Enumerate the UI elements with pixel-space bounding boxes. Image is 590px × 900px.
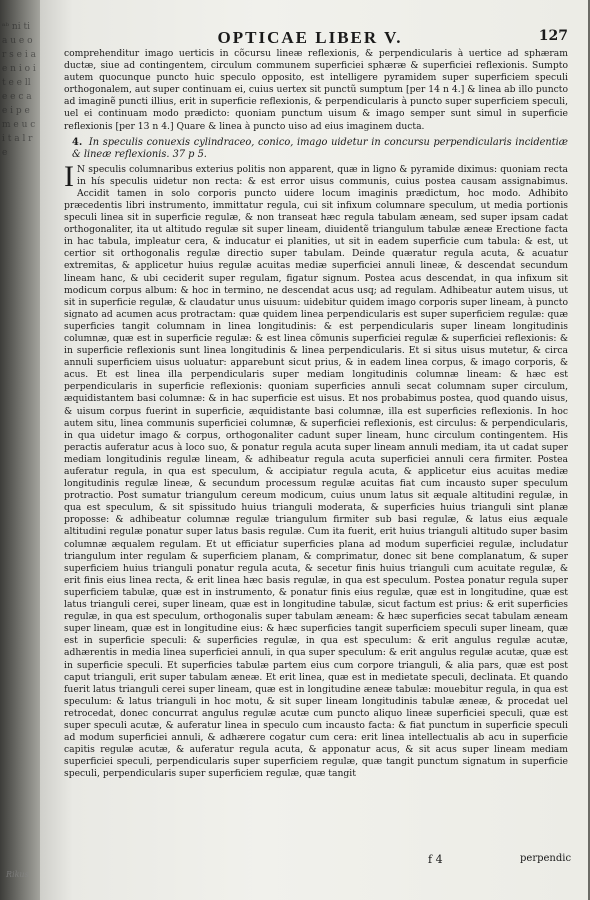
main-paragraph-text: N speculis columnaribus exterius politis non apparent, quæ in ligno & pyramide diximus: quoniam recta in hís speculis uidetur non recta: & est error uisus communis, cuius postea causam assignabimus. Accidit tamen in solo corporis puncto uidere locum imaginis prædictum, hoc modo. Adhibito præcedentis libri instrumento, immittatur regula, cui sit infixum columnare speculum, ut media portionis speculi linea sit in superficie regulæ, & non transeat hæc regula tabulam æneam, sed super ipsam cadat orthogonaliter, ita ut altitudo regulæ sit super lineam, diuidentẽ triangulum tabulæ æneæ Erectione facta in hac tabula, impleatur cera, & inducatur ei planities, ut sit in eadem superficie cum tabula: & est, ut certior sit orthogonalis regulæ directio super tabulam. Deinde quæratur regula acuta, & acuatur extremitas, & applicetur huius regulæ acuitas mediæ superficiei annuli lineæ, & descendat secundum lineam hanc, & ubi ceciderit super regulam, figatur signum. Postea acus descendat, in qua infixum sit modicum corpus album: & hoc in termino, ne descendat acus usq; ad regulam. Adhibeatur autem uisus, ut sit in superficie regulæ, & claudatur unus uisuum: uidebitur quidem imago corporis super lineam, à puncto signato ad acumen acus protractam: quæ quidem linea perpendicularis est super superficiem regulæ: quæ superficies tangit columnam in linea longitudinis: & est perpendicularis super lineam longitudinis columnæ, quæ est in superficie regulæ: & est linea cõmunis superficiei regulæ & superficiei reflexionis: & in superficie reflexionis sunt linea longitudinis & linea perpendicularis. Et si situs uisus mutetur, & circa annuli superficiem uisus uoluatur: apparebunt sicut prius, & in eadem linea corpus, & imago corporis, & acus. Et est linea illa perpendicularis super mediam longitudinis columnæ lineam: & hæc est perpendicularis in superficie reflexionis: quoniam superficies annuli secat columnam super circulum, æquidistantem basi columnæ: & in hac superficie est uisus. Et nos probabimus postea, quod quando uisus, & uisum corpus fuerint in superficie, æquidistante basi columnæ, illa est superficies reflexionis. In hoc autem situ, linea communis superficiei columnæ, & superficiei reflexionis, est circulus: & perpendicularis, in qua uidetur imago & corpus, orthogonaliter cadunt super lineam, hunc circulum contingentem. His peractis auferatur acus à loco suo, & ponatur regula acuta super lineam annuli mediam, ita ut cadat super mediam longitudinis regulæ lineam, & adhibeatur regula acuta superficiei annuli cera firmiter. Postea auferatur regula, in qua est speculum, & accipiatur regula acuta, & applicetur eius acuitas mediæ longitudinis regulæ lineæ, & secundum processum regulæ acuitas fiat cum incausto super speculum protractio. Post sumatur triangulum cereum modicum, cuius unum latus sit æquale altitudini regulæ, in qua est speculum, & sit spissitudo huius trianguli moderata, & superficies huius trianguli sint planæ proposse: & adhibeatur columnæ regulæ triangulum firmiter sub basi regulæ, & latus eius æquale altitudini regulæ ponatur super latus basis regulæ. Cum ita fuerit, erit huius trianguli altitudo super basim columnæ æqualem regulam. Et ut efficiatur superficies plana ad modum superficiei regulæ, includatur triangulum inter regulam & superficiem planam, & comprimatur, donec sit bene complanatum, & super superficiem huius trianguli ponatur regula acuta, & secetur finis huius trianguli cum acuitate regulæ, & erit finis eius linea recta, & erit linea hæc basis regulæ, in qua est speculum. Postea ponatur regula super superficiem tabulæ, quæ est in instrumento, & ponatur finis eius regulæ, quæ est in longitudine, quæ est latus trianguli cerei, super lineam, quæ est in longitudine tabulæ, sicut factum est prius: & erit superficies regulæ, in qua est speculum, orthogonalis super tabulam æneam: & hæc superficies secat tabulam æneam super lineam, quæ est in longitudine eius: & hæc superficies tangit superficiem speculi super lineam, quæ est in superficie speculi: & superficies regulæ, in qua est speculum: & erit angulus regulæ acutæ, adhærentis in media linea superficiei annuli, in qua super speculum: & erit angulus regulæ acutæ, quæ est in superficie speculi. Et superficies tabulæ partem eius cum corpore trianguli, & alia pars, quæ est post caput trianguli, erit super tabulam æneæ. Et erit linea, quæ est in medietate speculi, declinata. Et quando fuerit latus trianguli cerei super lineam, quæ est in longitudine æneæ tabulæ: mouebitur regula, in qua est speculum: & latus trianguli in hoc motu, & sit super lineam longitudinis tabulæ æneæ, & procedat uel retrocedat, donec concurrat angulus regulæ acutæ cum puncto aliquo lineæ superficiei speculi, quæ est super speculi acutæ, & auferatur linea in speculo cum incausto facta: & fiat punctum in superficie speculi ad modum superficiei annuli, & adhærere cogatur cum cera: erit linea intellectualis ab acu in superficie capitis regulæ acutæ, & auferatur regula acuta, & apponatur acus, & sit acus super lineam mediam superficiei speculi, perpendicularis super superficiem regulæ, quæ tangit punctum signatum in superficie speculi, perpendicularis super superficiem regulæ, quæ tangit bbox=[64, 163, 568, 780]
page-number: 127 bbox=[538, 28, 568, 44]
book-page bbox=[40, 0, 588, 900]
proposition-number: 4. bbox=[72, 136, 83, 148]
left-page-gutter bbox=[0, 0, 42, 900]
library-stamp: Rikus bbox=[6, 870, 29, 879]
left-page-edge-text: ᵃᵇ ni ti a u e o r s e i a e n i o i t e e ll e e c a e i p e m e u c i t a l r e bbox=[2, 22, 36, 158]
proposition-heading bbox=[64, 137, 568, 162]
running-title: OPTICAE LIBER V. bbox=[217, 28, 403, 47]
page-header bbox=[40, 28, 570, 48]
drop-capital: I bbox=[64, 159, 74, 193]
page-footer bbox=[40, 853, 588, 883]
proposition-text: In speculis conuexis cylindraceo, conico, imago uidetur in concursu perpendicularis incidentiæ & lineæ reflexionis. 37 p 5. bbox=[72, 136, 568, 161]
signature-mark: f 4 bbox=[428, 853, 443, 866]
catchword: perpendic bbox=[520, 853, 572, 864]
main-paragraph bbox=[64, 159, 568, 781]
opening-paragraph: comprehenditur imago uerticis in cõcursu lineæ reflexionis, & perpendicularis à uertice ad sphæram ductæ, siue ad contingentem, circulum communem superficiei sphæræ & superficiei reflexionis. Sumpto autem quocunque puncto huic speculo opposito, est intelligere pyramidem super superficiem speculi orthogonalem, aut super continuam ei, cuius uertex sit punctũ sumptum [per 14 n 4.] & linea ab illo puncto ad imaginẽ puncti illius, erit in superficie reflexionis, & perpendicularis à puncto super superficiem speculi, uel ei continuam modo prædicto: quoniam punctum uisum & imago semper sunt simul in superficie reflexionis [per 13 n 4.] Quare & linea à puncto uiso ad eius imaginem ducta. bbox=[64, 48, 568, 132]
page-body bbox=[64, 48, 568, 853]
